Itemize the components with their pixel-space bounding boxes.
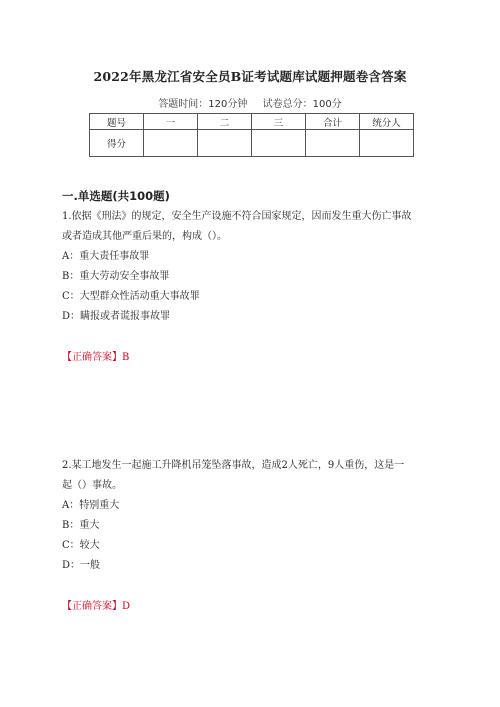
- question-1-option-d: D：瞒报或者谎报事故罪: [62, 311, 171, 322]
- score-header-cell: 二: [198, 114, 252, 130]
- score-cell[interactable]: [198, 130, 252, 157]
- score-cell[interactable]: [360, 130, 414, 157]
- score-cell[interactable]: [144, 130, 198, 157]
- question-1-answer: 【正确答案】B: [62, 352, 130, 363]
- exam-total-score: 试卷总分：100分: [262, 99, 342, 110]
- question-1-option-b: B：重大劳动安全事故罪: [62, 271, 170, 282]
- score-header-cell: 三: [252, 114, 306, 130]
- question-2: [62, 456, 442, 576]
- exam-time: 答题时间：120分钟: [158, 99, 248, 110]
- question-1: [62, 207, 442, 327]
- score-table-score-row: [90, 130, 414, 157]
- score-cell[interactable]: [306, 130, 360, 157]
- question-2-text-line: 起（）事故。: [62, 480, 122, 491]
- exam-title: 2022年黑龙江省安全员B证考试题库试题押题卷含答案: [93, 69, 407, 84]
- question-2-option-a: A：特别重大: [62, 500, 120, 511]
- question-1-text-line: 1.依据《刑法》的规定，安全生产设施不符合国家规定，因而发生重大伤亡事故: [62, 211, 412, 222]
- score-header-cell: 统分人: [360, 114, 414, 130]
- score-header-cell: 题号: [90, 114, 144, 130]
- score-table: [89, 113, 414, 157]
- exam-meta: [0, 95, 500, 110]
- question-2-answer: 【正确答案】D: [62, 601, 131, 612]
- question-2-text-line: 2.某工地发生一起施工升降机吊笼坠落事故，造成2人死亡，9人重伤，这是一: [62, 460, 405, 471]
- question-2-option-c: C：较大: [62, 540, 100, 551]
- question-2-option-b: B：重大: [62, 520, 100, 531]
- score-header-cell: 合计: [306, 114, 360, 130]
- question-1-option-c: C：大型群众性活动重大事故罪: [62, 291, 200, 302]
- section-title: 一.单选题(共100题): [62, 189, 170, 203]
- question-1-option-a: A：重大责任事故罪: [62, 251, 150, 262]
- score-row-label: 得分: [90, 130, 144, 157]
- question-1-text-line: 或者造成其他严重后果的，构成（）。: [62, 231, 227, 242]
- score-header-cell: 一: [144, 114, 198, 130]
- score-cell[interactable]: [252, 130, 306, 157]
- question-2-option-d: D：一般: [62, 560, 101, 571]
- score-table-header-row: [90, 114, 414, 130]
